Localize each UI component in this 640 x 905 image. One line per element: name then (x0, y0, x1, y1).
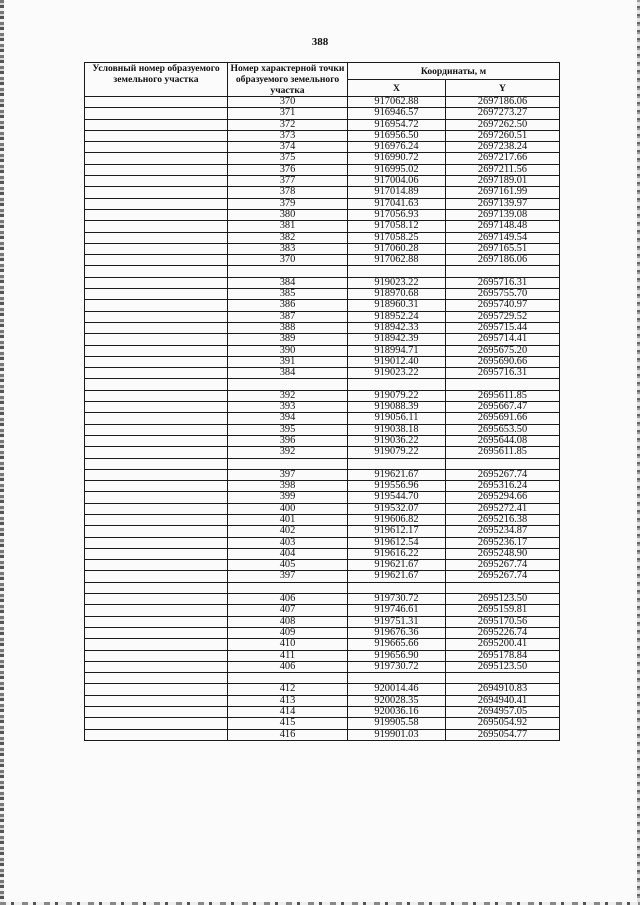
header-parcel-number: Условный номер образуемого земельного участка (85, 63, 228, 97)
table-row (85, 266, 560, 277)
table-row (85, 164, 560, 175)
cell-point: 393 (228, 402, 348, 413)
cell-point: 370 (228, 255, 348, 266)
cell-y: 2695316.24 (446, 481, 560, 492)
cell-parcel (85, 243, 228, 254)
cell-y: 2697139.97 (446, 198, 560, 209)
cell-y: 2695716.31 (446, 368, 560, 379)
cell-y: 2695234.87 (446, 526, 560, 537)
cell-parcel (85, 356, 228, 367)
table-row (85, 356, 560, 367)
table-row (85, 661, 560, 672)
cell-y: 2695267.74 (446, 560, 560, 571)
cell-parcel (85, 379, 228, 390)
table-row (85, 560, 560, 571)
table-row (85, 492, 560, 503)
cell-x: 917058.25 (348, 232, 446, 243)
cell-parcel (85, 650, 228, 661)
cell-y: 2695272.41 (446, 503, 560, 514)
cell-point: 389 (228, 334, 348, 345)
cell-y: 2695054.77 (446, 729, 560, 740)
cell-parcel (85, 548, 228, 559)
cell-point: 396 (228, 435, 348, 446)
cell-y: 2695611.85 (446, 390, 560, 401)
cell-point: 377 (228, 176, 348, 187)
table-row (85, 176, 560, 187)
table-row (85, 458, 560, 469)
cell-y: 2695123.50 (446, 661, 560, 672)
cell-parcel (85, 176, 228, 187)
cell-x: 917062.88 (348, 255, 446, 266)
cell-point: 416 (228, 729, 348, 740)
cell-x: 919621.67 (348, 560, 446, 571)
cell-x: 918942.33 (348, 322, 446, 333)
cell-point: 384 (228, 277, 348, 288)
cell-y: 2697262.50 (446, 119, 560, 130)
cell-y: 2697211.56 (446, 164, 560, 175)
cell-x: 918952.24 (348, 311, 446, 322)
cell-x: 919612.54 (348, 537, 446, 548)
cell-parcel (85, 198, 228, 209)
table-row (85, 390, 560, 401)
cell-x: 919905.58 (348, 718, 446, 729)
table-row (85, 424, 560, 435)
table-row (85, 582, 560, 593)
table-row (85, 503, 560, 514)
cell-y: 2695226.74 (446, 627, 560, 638)
table-body (85, 97, 560, 741)
table-row (85, 198, 560, 209)
table-row (85, 639, 560, 650)
cell-x: 920036.16 (348, 707, 446, 718)
cell-parcel (85, 503, 228, 514)
cell-y: 2695294.66 (446, 492, 560, 503)
cell-x: 918942.39 (348, 334, 446, 345)
table-row (85, 650, 560, 661)
table-row (85, 153, 560, 164)
cell-point: 391 (228, 356, 348, 367)
cell-parcel (85, 526, 228, 537)
cell-point: 374 (228, 142, 348, 153)
table-row (85, 481, 560, 492)
cell-point: 370 (228, 97, 348, 108)
cell-parcel (85, 413, 228, 424)
cell-parcel (85, 300, 228, 311)
cell-parcel (85, 707, 228, 718)
cell-point: 371 (228, 108, 348, 119)
cell-y: 2695667.47 (446, 402, 560, 413)
cell-parcel (85, 221, 228, 232)
page-number: 388 (311, 36, 329, 48)
cell-parcel (85, 119, 228, 130)
cell-x: 919056.11 (348, 413, 446, 424)
cell-y: 2695755.70 (446, 289, 560, 300)
cell-x: 919023.22 (348, 277, 446, 288)
cell-point: 398 (228, 481, 348, 492)
table-row (85, 514, 560, 525)
cell-y: 2697186.06 (446, 255, 560, 266)
table-row (85, 311, 560, 322)
cell-parcel (85, 345, 228, 356)
cell-y: 2695123.50 (446, 594, 560, 605)
cell-parcel (85, 627, 228, 638)
cell-point: 399 (228, 492, 348, 503)
table-row (85, 300, 560, 311)
cell-point: 376 (228, 164, 348, 175)
cell-x: 916946.57 (348, 108, 446, 119)
cell-parcel (85, 605, 228, 616)
cell-point: 380 (228, 209, 348, 220)
cell-point: 406 (228, 594, 348, 605)
cell-point: 387 (228, 311, 348, 322)
cell-x: 919544.70 (348, 492, 446, 503)
cell-parcel (85, 582, 228, 593)
cell-point: 415 (228, 718, 348, 729)
cell-point: 388 (228, 322, 348, 333)
scan-edge-left (0, 0, 4, 905)
table-row (85, 221, 560, 232)
cell-x: 917004.06 (348, 176, 446, 187)
cell-x: 917041.63 (348, 198, 446, 209)
cell-point: 401 (228, 514, 348, 525)
cell-y: 2695054.92 (446, 718, 560, 729)
cell-y: 2695178.84 (446, 650, 560, 661)
cell-x: 916954.72 (348, 119, 446, 130)
cell-y: 2697189.01 (446, 176, 560, 187)
cell-y: 2695715.44 (446, 322, 560, 333)
table-row (85, 119, 560, 130)
cell-x: 919901.03 (348, 729, 446, 740)
cell-point: 397 (228, 571, 348, 582)
cell-parcel (85, 447, 228, 458)
table-row (85, 345, 560, 356)
cell-point: 395 (228, 424, 348, 435)
cell-y: 2695675.20 (446, 345, 560, 356)
cell-point: 409 (228, 627, 348, 638)
cell-point: 392 (228, 390, 348, 401)
cell-parcel (85, 334, 228, 345)
cell-y: 2697148.48 (446, 221, 560, 232)
cell-parcel (85, 277, 228, 288)
cell-y: 2697273.27 (446, 108, 560, 119)
cell-parcel (85, 639, 228, 650)
table-row (85, 594, 560, 605)
cell-point: 412 (228, 684, 348, 695)
cell-point: 402 (228, 526, 348, 537)
cell-x: 919665.66 (348, 639, 446, 650)
cell-y: 2697260.51 (446, 130, 560, 141)
cell-x: 918960.31 (348, 300, 446, 311)
cell-x (348, 379, 446, 390)
cell-x: 919012.40 (348, 356, 446, 367)
cell-y: 2695159.81 (446, 605, 560, 616)
cell-point: 372 (228, 119, 348, 130)
cell-parcel (85, 209, 228, 220)
table-row (85, 537, 560, 548)
cell-point: 400 (228, 503, 348, 514)
table-row (85, 232, 560, 243)
cell-parcel (85, 424, 228, 435)
table-row (85, 243, 560, 254)
cell-point: 407 (228, 605, 348, 616)
table-row (85, 695, 560, 706)
cell-point: 403 (228, 537, 348, 548)
header-x: X (348, 80, 446, 97)
cell-point: 373 (228, 130, 348, 141)
cell-y: 2694957.05 (446, 707, 560, 718)
cell-parcel (85, 571, 228, 582)
cell-x: 919038.18 (348, 424, 446, 435)
cell-parcel (85, 266, 228, 277)
cell-point: 375 (228, 153, 348, 164)
table-row (85, 289, 560, 300)
cell-point: 411 (228, 650, 348, 661)
cell-parcel (85, 402, 228, 413)
cell-x: 919621.67 (348, 469, 446, 480)
cell-x (348, 673, 446, 684)
cell-parcel (85, 695, 228, 706)
cell-parcel (85, 435, 228, 446)
cell-point: 384 (228, 368, 348, 379)
table-row (85, 571, 560, 582)
cell-x: 916976.24 (348, 142, 446, 153)
cell-y: 2695611.85 (446, 447, 560, 458)
cell-x: 919036.22 (348, 435, 446, 446)
cell-point: 394 (228, 413, 348, 424)
cell-y (446, 673, 560, 684)
cell-x: 919751.31 (348, 616, 446, 627)
cell-point: 397 (228, 469, 348, 480)
cell-point: 385 (228, 289, 348, 300)
cell-parcel (85, 322, 228, 333)
cell-x: 919616.22 (348, 548, 446, 559)
cell-y: 2694940.41 (446, 695, 560, 706)
cell-parcel (85, 187, 228, 198)
cell-x: 919730.72 (348, 594, 446, 605)
cell-y: 2695248.90 (446, 548, 560, 559)
cell-parcel (85, 481, 228, 492)
coordinates-table (84, 62, 560, 741)
table-row (85, 616, 560, 627)
cell-parcel (85, 255, 228, 266)
cell-parcel (85, 673, 228, 684)
cell-point: 410 (228, 639, 348, 650)
cell-x: 919532.07 (348, 503, 446, 514)
cell-point (228, 379, 348, 390)
cell-x: 917014.89 (348, 187, 446, 198)
cell-y: 2695236.17 (446, 537, 560, 548)
table-row (85, 322, 560, 333)
cell-parcel (85, 718, 228, 729)
cell-x: 919730.72 (348, 661, 446, 672)
cell-x: 917056.93 (348, 209, 446, 220)
cell-point: 381 (228, 221, 348, 232)
cell-parcel (85, 164, 228, 175)
table-row (85, 187, 560, 198)
cell-y: 2695267.74 (446, 571, 560, 582)
table-row (85, 548, 560, 559)
cell-x: 917062.88 (348, 97, 446, 108)
cell-point: 413 (228, 695, 348, 706)
cell-x (348, 266, 446, 277)
cell-parcel (85, 661, 228, 672)
cell-point (228, 582, 348, 593)
cell-x: 919079.22 (348, 390, 446, 401)
cell-x: 919023.22 (348, 368, 446, 379)
cell-point: 379 (228, 198, 348, 209)
cell-y: 2695216.38 (446, 514, 560, 525)
table-row (85, 729, 560, 740)
cell-point: 378 (228, 187, 348, 198)
cell-x: 916995.02 (348, 164, 446, 175)
cell-x: 916956.50 (348, 130, 446, 141)
cell-point: 383 (228, 243, 348, 254)
cell-parcel (85, 458, 228, 469)
cell-x: 919621.67 (348, 571, 446, 582)
cell-point: 382 (228, 232, 348, 243)
cell-parcel (85, 368, 228, 379)
table-row (85, 605, 560, 616)
cell-point: 405 (228, 560, 348, 571)
cell-x: 918994.71 (348, 345, 446, 356)
table-row (85, 142, 560, 153)
table-row (85, 684, 560, 695)
cell-y: 2695200.41 (446, 639, 560, 650)
cell-parcel (85, 130, 228, 141)
table-row (85, 707, 560, 718)
cell-y: 2695740.97 (446, 300, 560, 311)
cell-y (446, 458, 560, 469)
cell-x: 919606.82 (348, 514, 446, 525)
cell-x: 920028.35 (348, 695, 446, 706)
table-row (85, 130, 560, 141)
cell-parcel (85, 729, 228, 740)
cell-y: 2697165.51 (446, 243, 560, 254)
table-row (85, 97, 560, 108)
cell-x (348, 582, 446, 593)
cell-y: 2697238.24 (446, 142, 560, 153)
table-row (85, 673, 560, 684)
cell-parcel (85, 153, 228, 164)
cell-parcel (85, 289, 228, 300)
cell-parcel (85, 142, 228, 153)
cell-x: 918970.68 (348, 289, 446, 300)
cell-parcel (85, 97, 228, 108)
table-row (85, 379, 560, 390)
cell-y: 2695267.74 (446, 469, 560, 480)
cell-y: 2695729.52 (446, 311, 560, 322)
cell-x (348, 458, 446, 469)
table-row (85, 469, 560, 480)
cell-parcel (85, 594, 228, 605)
cell-y: 2697217.66 (446, 153, 560, 164)
table-row (85, 209, 560, 220)
table-row (85, 435, 560, 446)
cell-parcel (85, 537, 228, 548)
table-row (85, 447, 560, 458)
header-y: Y (446, 80, 560, 97)
cell-parcel (85, 311, 228, 322)
cell-y: 2697161.99 (446, 187, 560, 198)
cell-y (446, 266, 560, 277)
cell-x: 919656.90 (348, 650, 446, 661)
cell-point: 414 (228, 707, 348, 718)
cell-parcel (85, 514, 228, 525)
table-row (85, 277, 560, 288)
table-row (85, 108, 560, 119)
cell-x: 919088.39 (348, 402, 446, 413)
cell-x: 919746.61 (348, 605, 446, 616)
cell-x: 917058.12 (348, 221, 446, 232)
table-row (85, 255, 560, 266)
cell-point: 408 (228, 616, 348, 627)
cell-y: 2695170.56 (446, 616, 560, 627)
cell-y: 2695691.66 (446, 413, 560, 424)
cell-y: 2695653.50 (446, 424, 560, 435)
cell-point: 404 (228, 548, 348, 559)
cell-parcel (85, 684, 228, 695)
header-point-number: Номер характерной точки образуемого земельного участка (228, 63, 348, 97)
cell-parcel (85, 560, 228, 571)
cell-point: 386 (228, 300, 348, 311)
cell-parcel (85, 232, 228, 243)
cell-y: 2694910.83 (446, 684, 560, 695)
cell-y: 2697139.08 (446, 209, 560, 220)
cell-y: 2695690.66 (446, 356, 560, 367)
cell-point (228, 458, 348, 469)
cell-y: 2695644.08 (446, 435, 560, 446)
cell-y: 2697186.06 (446, 97, 560, 108)
cell-point: 406 (228, 661, 348, 672)
cell-x: 917060.28 (348, 243, 446, 254)
cell-parcel (85, 469, 228, 480)
table-row (85, 413, 560, 424)
cell-parcel (85, 616, 228, 627)
table-row (85, 334, 560, 345)
cell-point: 392 (228, 447, 348, 458)
cell-point (228, 673, 348, 684)
header-coordinates: Координаты, м (348, 63, 560, 80)
cell-parcel (85, 492, 228, 503)
cell-parcel (85, 108, 228, 119)
table-row (85, 627, 560, 638)
cell-x: 919676.36 (348, 627, 446, 638)
cell-y (446, 582, 560, 593)
table-row (85, 402, 560, 413)
table-row (85, 526, 560, 537)
cell-y: 2695714.41 (446, 334, 560, 345)
table-row (85, 368, 560, 379)
cell-point (228, 266, 348, 277)
cell-x: 919079.22 (348, 447, 446, 458)
cell-point: 390 (228, 345, 348, 356)
cell-x: 920014.46 (348, 684, 446, 695)
cell-y (446, 379, 560, 390)
cell-x: 919612.17 (348, 526, 446, 537)
cell-x: 919556.96 (348, 481, 446, 492)
cell-y: 2695716.31 (446, 277, 560, 288)
table-row (85, 718, 560, 729)
cell-parcel (85, 390, 228, 401)
cell-y: 2697149.54 (446, 232, 560, 243)
cell-x: 916990.72 (348, 153, 446, 164)
